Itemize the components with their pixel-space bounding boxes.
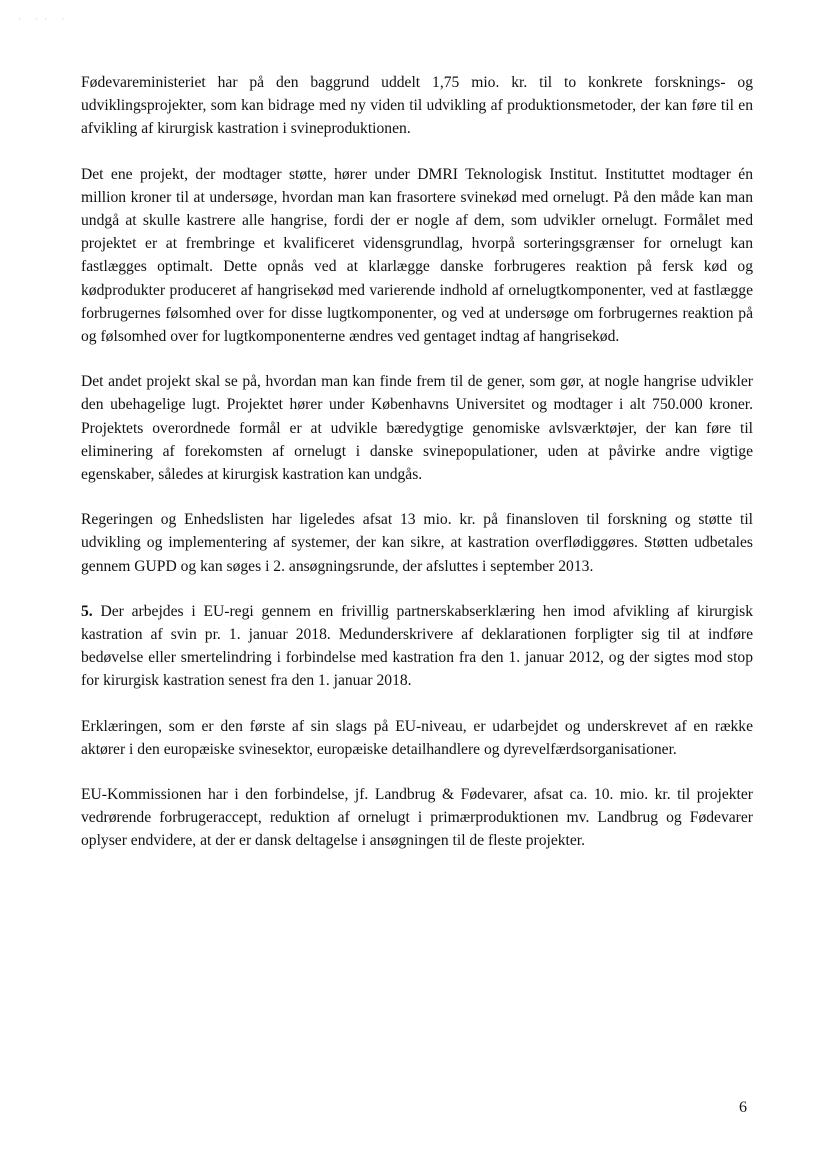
body-text [81,71,753,853]
paragraph-finance-act: Regeringen og Enhedslisten har ligeledes afsat 13 mio. kr. på finansloven til forskning og støtte til udvikling og implementering af systemer, der kan sikre, at kastration overflødiggøres. Støtten udbetales gennem GUPD og kan søges i 2. ansøgningsrunde, der afsluttes i september 2013. [81,511,753,575]
paragraph-eu-declaration-text: Der arbejdes i EU-regi gennem en frivillig partnerskabserklæring hen imod afvikling af kirurgisk kastration af svin pr. 1. januar 2018. Medunderskrivere af deklarationen forpligter sig til at indføre bedøvelse eller smertelindring i forbindelse med kastration fra den 1. januar 2012, og der sigtes mod stop for kirurgisk kastration senest fra den 1. januar 2018. [81,602,753,690]
paragraph-dmri-project: Det ene projekt, der modtager støtte, hører under DMRI Teknologisk Institut. Instituttet modtager én million kroner til at undersøge, hvordan man kan frasortere svinekød med ornelugt. På den måde kan man undgå at skulle kastrere alle hangrise, fordi der er nogle af dem, som udvikler ornelugt. Formålet med projektet er at frembringe et kvalificeret vidensgrundlag, hvorpå sorteringsgrænser for ornelugt kan fastlægges optimalt. Dette opnås ved at klarlægge danske forbrugeres reaktion på fersk kød og kødprodukter produceret af hangrisekød med varierende indhold af ornelugtkomponenter, ved at fastlægge forbrugernes følsomhed over for disse lugtkomponenter, og ved at undersøge om forbrugernes reaktion på og følsomhed over for lugtkomponenterne ændres ved gentaget indtag af hangrisekød. [81,165,753,346]
paragraph-ku-project: Det andet projekt skal se på, hvordan man kan finde frem til de gener, som gør, at nogle hangrise udvikler den ubehagelige lugt. Projektet hører under Københavns Universitet og modtager i alt 750.000 kroner. Projektets overordnede formål er at udvikle bæredygtige genomiske avlsværktøjer, der kan føre til eliminering af forekomsten af ornelugt i danske svinepopulationer, uden at påvirke andre vigtige egenskaber, således at kirurgisk kastration kan undgås. [81,373,753,484]
paragraph-declaration-signatories: Erklæringen, som er den første af sin slags på EU-niveau, er udarbejdet og underskrevet af en række aktører i den europæiske svinesektor, europæiske detailhandlere og dyrevelfærdsorganisationer. [81,717,753,758]
paragraph-eu-declaration [81,600,753,693]
scan-artifact: · ·· · [18,14,71,24]
paragraph-funding-overview: Fødevareministeriet har på den baggrund uddelt 1,75 mio. kr. til to konkrete forsknings- og udviklingsprojekter, som kan bidrage med ny viden til udvikling af produktionsmetoder, der kan føre til en afvikling af kirurgisk kastration i svineproduktionen. [81,74,753,138]
section-number: 5. [81,602,93,620]
paragraph-eu-commission: EU-Kommissionen har i den forbindelse, jf. Landbrug & Fødevarer, afsat ca. 10. mio. kr. til projekter vedrørende forbrugeraccept, reduktion af ornelugt i primærproduktionen mv. Landbrug og Fødevarer oplyser endvidere, at der er dansk deltagelse i ansøgningen til de fleste projekter. [81,786,753,850]
page-number: 6 [739,1099,747,1116]
